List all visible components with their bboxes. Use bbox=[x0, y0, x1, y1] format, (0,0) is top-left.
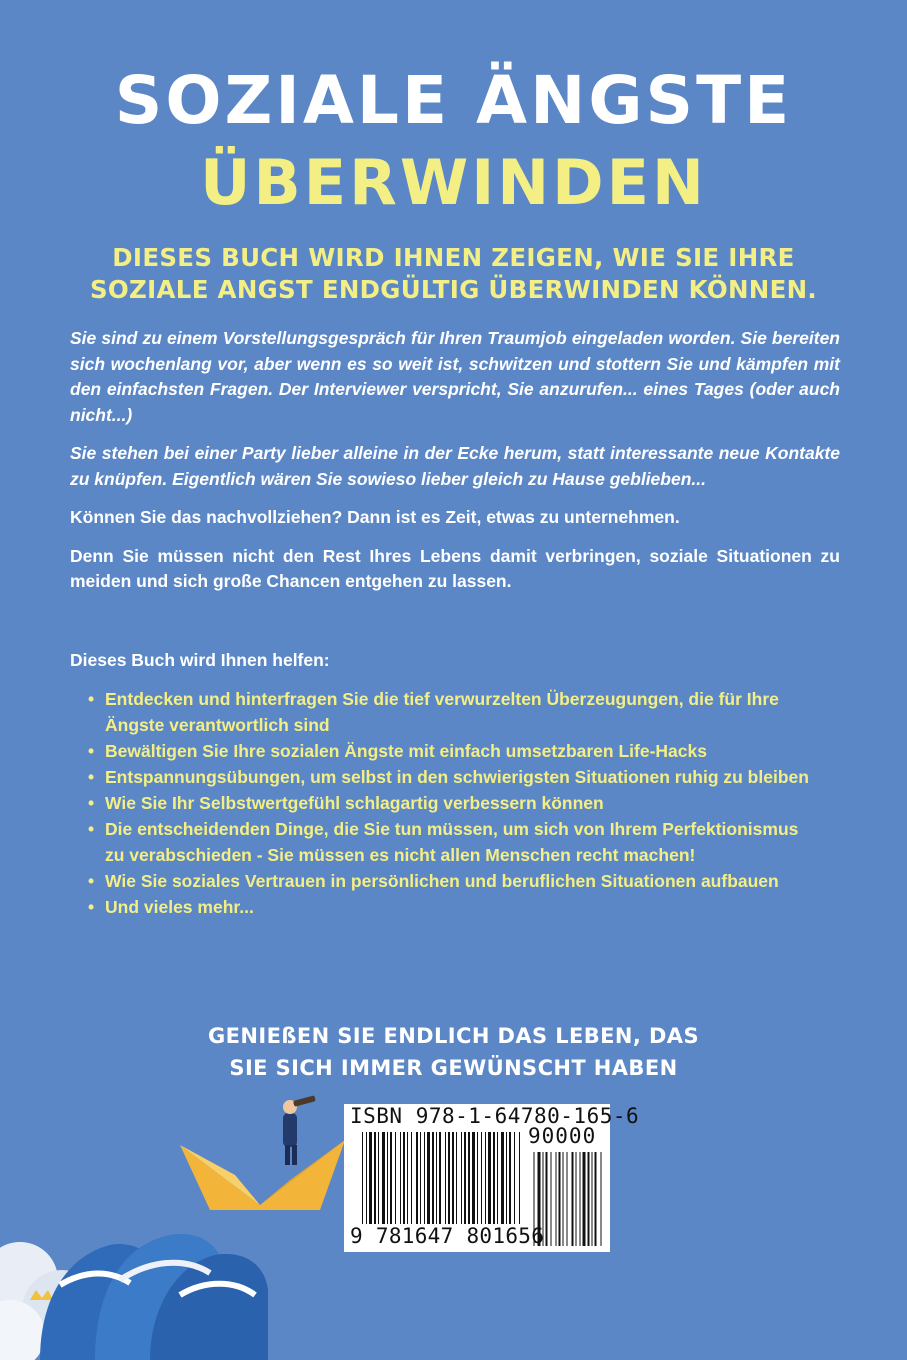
list-item: • Entspannungsübungen, um selbst in den schwierigsten Situationen ruhig zu bleiben bbox=[88, 764, 818, 790]
list-item: • Entdecken und hinterfragen Sie die tief verwurzelten Überzeugungen, die für Ihre Ängste verantwortlich sind bbox=[88, 686, 818, 738]
bullet-icon: • bbox=[88, 689, 95, 709]
body-text bbox=[70, 326, 840, 608]
helps-label: Dieses Buch wird Ihnen helfen: bbox=[70, 650, 330, 670]
subheadline-line-1: DIESES BUCH WIRD IHNEN ZEIGEN, WIE SIE IHRE bbox=[112, 243, 795, 272]
subheadline bbox=[60, 242, 847, 306]
bullet-icon: • bbox=[88, 897, 95, 917]
barcode-addon: 90000 bbox=[528, 1124, 597, 1148]
list-item: • Wie Sie soziales Vertrauen in persönlichen und beruflichen Situationen aufbauen bbox=[88, 868, 818, 894]
wave-icon bbox=[40, 1234, 268, 1360]
benefit-list bbox=[88, 686, 818, 920]
boat-illustration bbox=[0, 1095, 360, 1360]
barcode-digits: 9 781647 801656 bbox=[350, 1224, 545, 1248]
list-item: • Und vieles mehr... bbox=[88, 894, 818, 920]
bullet-icon: • bbox=[88, 741, 95, 761]
paragraph-interview: Sie sind zu einem Vorstellungsgespräch für Ihren Traumjob eingeladen worden. Sie bereiten sich wochenlang vor, aber wenn es so weit ist, schwitzen und stottern Sie und kämpfen mit den einfachsten Fragen. Der Interviewer verspricht, Sie anzurufen... eines Tages (oder auch nicht...) bbox=[70, 328, 840, 425]
paragraph-party: Sie stehen bei einer Party lieber alleine in der Ecke herum, statt interessante neue Kontakte zu knüpfen. Eigentlich wären Sie sowieso lieber gleich zu Hause geblieben... bbox=[70, 443, 840, 489]
paragraph-relate: Können Sie das nachvollziehen? Dann ist es Zeit, etwas zu unternehmen. bbox=[70, 507, 680, 527]
isbn-label: ISBN 978-1-64780-165-6 bbox=[350, 1104, 640, 1128]
paper-boat-icon bbox=[180, 1140, 345, 1210]
closing-line-1: GENIEßEN SIE ENDLICH DAS LEBEN, DAS bbox=[208, 1024, 699, 1048]
closing-tagline bbox=[100, 1020, 807, 1084]
title-line-1: SOZIALE ÄNGSTE bbox=[114, 62, 793, 139]
bullet-icon: • bbox=[88, 767, 95, 787]
list-item: • Wie Sie Ihr Selbstwertgefühl schlagartig verbessern können bbox=[88, 790, 818, 816]
title-line-2: ÜBERWINDEN bbox=[200, 146, 707, 219]
paragraph-life: Denn Sie müssen nicht den Rest Ihres Lebens damit verbringen, soziale Situationen zu meiden und sich große Chancen entgehen zu lassen. bbox=[70, 545, 840, 591]
bullet-icon: • bbox=[88, 871, 95, 891]
list-item: • Bewältigen Sie Ihre sozialen Ängste mit einfach umsetzbaren Life-Hacks bbox=[88, 738, 818, 764]
barcode bbox=[344, 1104, 640, 1252]
subheadline-line-2: SOZIALE ANGST ENDGÜLTIG ÜBERWINDEN KÖNNEN. bbox=[89, 275, 818, 304]
closing-line-2: SIE SICH IMMER GEWÜNSCHT HABEN bbox=[229, 1056, 678, 1080]
bullet-icon: • bbox=[88, 819, 95, 839]
man-with-telescope-icon bbox=[283, 1095, 316, 1165]
bullet-icon: • bbox=[88, 793, 95, 813]
list-item: • Die entscheidenden Dinge, die Sie tun müssen, um sich von Ihrem Perfektionismus zu verabschieden - Sie müssen es nicht allen Menschen recht machen! bbox=[88, 816, 818, 868]
